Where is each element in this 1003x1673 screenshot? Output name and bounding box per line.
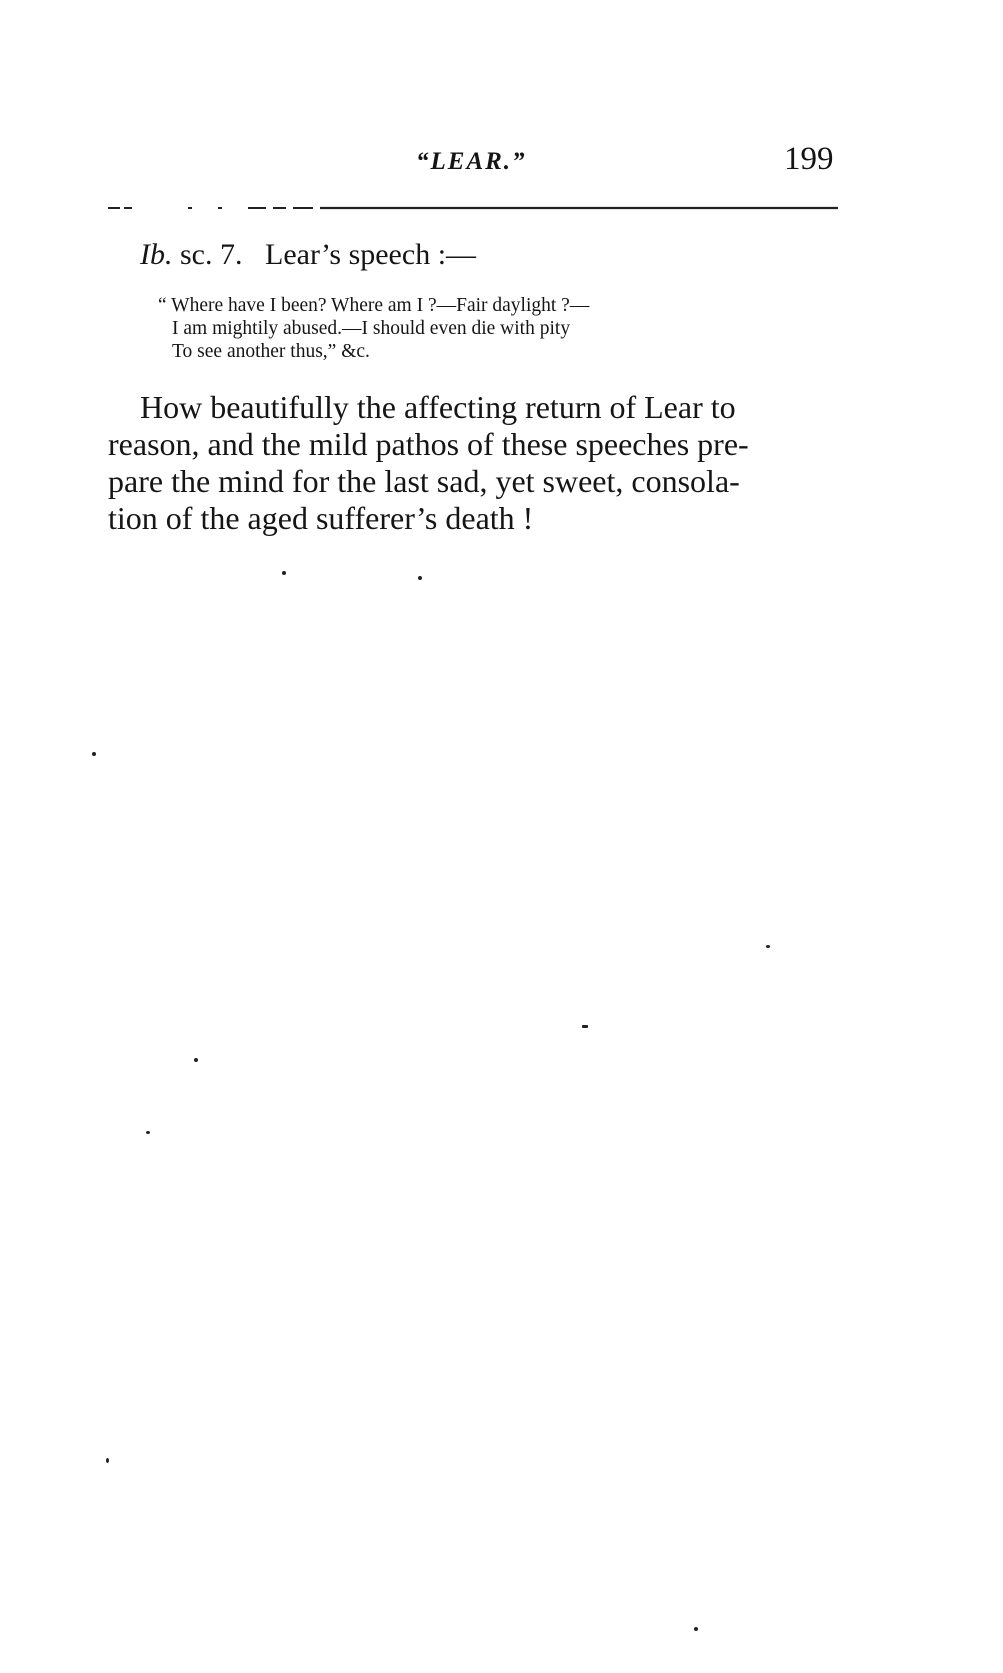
quote-line: “ Where have I been? Where am I ?—Fair daylight ?— (158, 295, 590, 316)
scan-speck (194, 1058, 198, 1062)
running-title: “LEAR.” (416, 148, 527, 175)
quote-block (158, 294, 589, 363)
scan-speck (92, 752, 96, 756)
scan-speck (146, 1131, 150, 1134)
section-scene: sc. 7. (180, 238, 243, 271)
section-heading (140, 237, 476, 273)
section-label: Lear’s speech :— (265, 238, 477, 271)
header-rule (108, 205, 838, 213)
body-line: How beautifully the affecting return of Lear to (140, 389, 736, 425)
body-line: tion of the aged sufferer’s death ! (108, 500, 534, 536)
scan-speck (582, 1025, 588, 1028)
quote-line: To see another thus,” &c. (172, 341, 370, 362)
body-line: reason, and the mild pathos of these speeches pre- (108, 426, 749, 462)
scan-speck (282, 571, 286, 575)
page-number: 199 (784, 141, 834, 177)
body-paragraph (108, 389, 848, 537)
section-reference: Ib. (140, 238, 173, 271)
scan-speck (106, 1458, 109, 1463)
scan-speck (694, 1627, 698, 1631)
scan-speck (766, 945, 770, 948)
body-line: pare the mind for the last sad, yet sweet, consola- (108, 463, 740, 499)
quote-line: I am mightily abused.—I should even die with pity (172, 318, 571, 339)
scan-speck (418, 576, 422, 580)
